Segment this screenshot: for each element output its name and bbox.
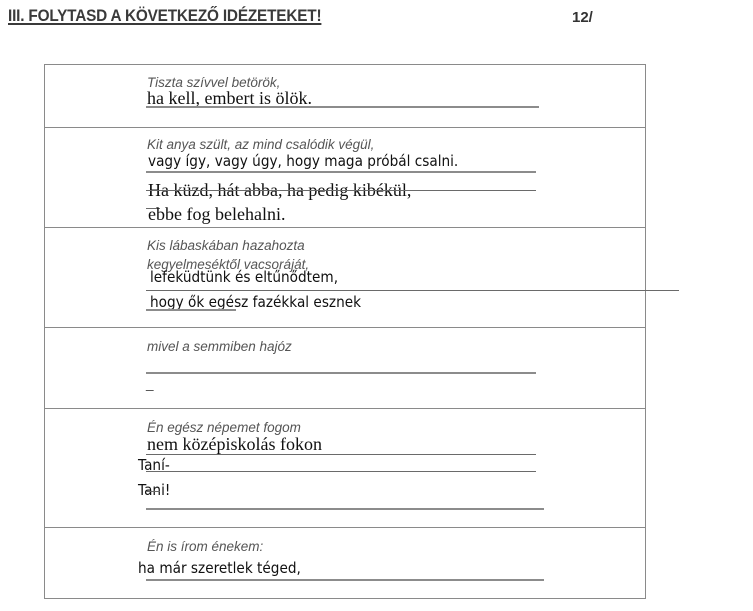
quote-prompt: Én is írom énekem: [147,539,264,554]
quote-prompt: Én egész népemet fogom [147,420,301,435]
answer-text[interactable]: ha már szeretlek téged, [138,559,301,577]
answer-text[interactable]: ebbe fog belehalni. [148,204,286,224]
answer-line [146,491,160,492]
answer-line [146,579,544,581]
score-label: 12/ [572,9,593,26]
answer-line [146,290,679,291]
answer-line [146,508,544,510]
answer-line [146,190,536,191]
quote-prompt: Kis lábaskában hazahozta [147,238,305,253]
row-divider [44,127,646,128]
answer-line [146,471,536,472]
answer-line [146,106,539,108]
answer-text[interactable]: nem középiskolás fokon [147,434,322,454]
row-divider [44,327,646,328]
row-divider [44,527,646,528]
answer-line [146,171,536,173]
quote-prompt: mivel a semmiben hajóz [147,339,292,354]
quote-prompt: Tiszta szívvel betörök, [147,75,281,90]
answer-line [146,309,236,311]
section-title: III. FOLYTASD A KÖVETKEZŐ IDÉZETEKET! [8,7,322,25]
answer-text[interactable]: ha kell, embert is ölök. [147,88,312,108]
answer-text[interactable]: hogy ők egész fazékkal esznek [150,293,362,311]
answer-text[interactable]: Ha küzd, hát abba, ha pedig kibékül, [148,180,412,200]
answer-text[interactable]: lefeküdtünk és eltűnődtem, [150,268,339,286]
answer-text[interactable]: _ [146,376,154,391]
answer-line [146,372,536,374]
answer-text[interactable]: vagy így, vagy úgy, hogy maga próbál csalni. [148,152,459,170]
quote-prompt: Kit anya szült, az mind csalódik végül, [147,137,375,152]
answer-text[interactable]: Taní- [138,456,170,474]
row-divider [44,227,646,228]
answer-text[interactable]: Tani! [138,481,171,499]
quote-prompt: kegyelmeséktől vacsoráját, [147,257,310,272]
answer-line [146,454,536,455]
row-divider [44,408,646,409]
